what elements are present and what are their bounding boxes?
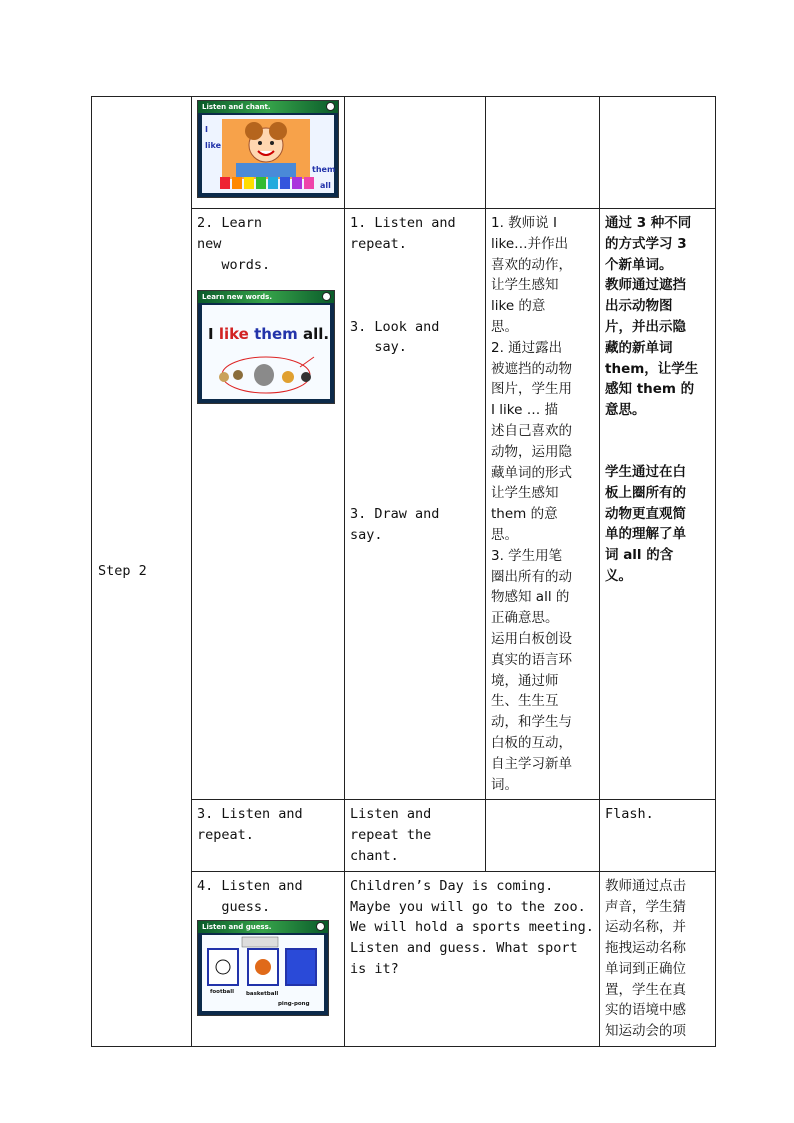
activity-text: 1. Listen and [350, 215, 456, 231]
purpose-text: 置，学生在真 [605, 981, 686, 998]
item-text: words. [197, 256, 271, 273]
teacher-text: 词。 [491, 776, 518, 793]
teacher-text: 动物，运用隐 [491, 443, 572, 460]
purpose-text: them，让学生 [605, 360, 699, 377]
teacher-text: them 的意 [491, 506, 558, 523]
item-text: 3. Listen and [197, 806, 303, 823]
activity-text: Maybe you will go to the zoo. [350, 898, 586, 915]
empty-cell [345, 97, 486, 209]
item-cell [192, 871, 345, 1046]
purpose-text: 通过 3 种不同 [605, 215, 692, 231]
purpose-text: 单的理解了单 [605, 526, 686, 543]
purpose-cell [600, 800, 716, 871]
teacher-text: 运用白板创设 [491, 630, 572, 647]
sentence-word: I [208, 325, 214, 344]
slide-header [198, 291, 334, 303]
purpose-text: 义。 [605, 567, 632, 584]
sentence-word: like [218, 325, 249, 344]
purpose-text: 动物更直观简 [605, 505, 686, 522]
teacher-text: 被遮挡的动物 [491, 360, 572, 377]
slide-header [198, 101, 338, 113]
purpose-text: 板上圈所有的 [605, 484, 686, 501]
teacher-text: 让学生感知 [491, 277, 559, 294]
activity-text: repeat the [350, 827, 432, 844]
teacher-text: 生、生生互 [491, 693, 559, 710]
purpose-text: 教师通过遮挡 [605, 277, 686, 294]
slide-header [198, 921, 328, 933]
sport-label: football [210, 989, 234, 996]
purpose-text: 运动名称，并 [605, 919, 686, 936]
activity-text: is it? [350, 960, 399, 977]
teacher-text: like 的意 [491, 298, 546, 315]
animals-circle-illustration [202, 305, 330, 399]
purpose-text: 意思。 [605, 402, 646, 419]
teacher-text: 藏单词的形式 [491, 464, 572, 481]
teacher-text: 述自己喜欢的 [491, 422, 572, 439]
learn-slide-image [197, 290, 335, 404]
teacher-text: 自主学习新单 [491, 755, 572, 772]
activity-text: 3. Look and [350, 318, 440, 335]
teacher-cell [486, 209, 600, 800]
teacher-text: 1. 教师说 I [491, 215, 557, 231]
purpose-text: 学生通过在白 [605, 463, 686, 480]
activity-text: say. [350, 339, 407, 356]
slide-title: Listen and chant. [202, 103, 271, 111]
teacher-text: 物感知 all 的 [491, 589, 570, 606]
chant-word: all [320, 181, 331, 190]
empty-cell [600, 97, 716, 209]
purpose-text: 拖拽运动名称 [605, 940, 686, 957]
activity-text: Listen and guess. What sport [350, 940, 578, 957]
activity-cell [345, 800, 486, 871]
teacher-text: 真实的语言环 [491, 651, 572, 668]
activity-text: repeat. [350, 235, 407, 252]
purpose-text: 教师通过点击 [605, 877, 686, 894]
soccer-ball-icon [326, 102, 335, 111]
teacher-text: 圈出所有的动 [491, 568, 572, 585]
purpose-text: Flash. [605, 806, 654, 823]
sport-label: basketball [246, 991, 279, 998]
item-cell [192, 800, 345, 871]
purpose-text: 词 all 的含 [605, 547, 674, 564]
teacher-text: 图片，学生用 [491, 381, 572, 398]
teacher-text: 动，和学生与 [491, 714, 572, 731]
purpose-text: 的方式学习 3 [605, 235, 687, 252]
purpose-text: 片，并出示隐 [605, 318, 686, 335]
item-text: repeat. [197, 827, 254, 844]
item-text: guess. [197, 898, 271, 915]
item-cell [192, 209, 345, 800]
activity-cell [345, 209, 486, 800]
purpose-text: 藏的新单词 [605, 339, 673, 356]
purpose-text: 感知 them 的 [605, 381, 695, 398]
slide-board [202, 305, 330, 399]
slide-board [202, 115, 334, 193]
teacher-text: like…并作出 [491, 235, 569, 252]
teacher-text: 白板的互动， [491, 734, 572, 751]
empty-cell [486, 97, 600, 209]
activity-text: say. [350, 526, 383, 543]
purpose-text: 知运动会的项 [605, 1023, 686, 1040]
teacher-text: 让学生感知 [491, 485, 559, 502]
girl-xylophone-illustration [202, 115, 334, 193]
teacher-text: 喜欢的动作， [491, 256, 572, 273]
sport-label: ping-pong [278, 1001, 310, 1008]
purpose-cell [600, 209, 716, 800]
step-cell [92, 97, 192, 1047]
chant-word: I [205, 125, 208, 134]
purpose-text: 声音，学生猜 [605, 898, 686, 915]
teacher-text: 3. 学生用笔 [491, 547, 563, 564]
teacher-text: 正确意思。 [491, 610, 559, 627]
empty-cell [486, 800, 600, 871]
activity-text: Listen and [350, 806, 432, 823]
purpose-text: 实的语境中感 [605, 1002, 686, 1019]
teacher-text: I like … 描 [491, 402, 558, 419]
item-text: 4. Listen and [197, 877, 303, 894]
slide-title: Listen and guess. [202, 923, 272, 932]
slide-board [202, 935, 324, 1011]
chant-slide-cell [192, 97, 345, 209]
guess-slide-image [197, 920, 329, 1016]
purpose-cell [600, 871, 716, 1046]
activity-cell [345, 871, 600, 1046]
slide-title: Learn new words. [202, 293, 273, 302]
table-row [92, 97, 716, 209]
activity-text: chant. [350, 847, 399, 864]
chant-word: like [205, 141, 222, 150]
sentence-word: them [254, 325, 298, 344]
sports-cards-illustration [202, 935, 324, 1011]
purpose-text: 单词到正确位 [605, 960, 686, 977]
chant-slide-image [197, 100, 339, 198]
activity-text: Children’s Day is coming. [350, 877, 554, 894]
activity-text: 3. Draw and [350, 506, 440, 523]
chant-word: them [312, 165, 336, 174]
activity-text: We will hold a sports meeting. [350, 919, 594, 936]
teacher-text: 境，通过师 [491, 672, 559, 689]
sentence-word: all. [302, 325, 330, 344]
lesson-plan-table [91, 96, 716, 1047]
purpose-text: 出示动物图 [605, 298, 673, 315]
teacher-text: 思。 [491, 318, 518, 335]
step-label: Step 2 [98, 563, 147, 580]
purpose-text: 个新单词。 [605, 256, 673, 273]
teacher-text: 2. 通过露出 [491, 339, 563, 356]
item-text: 2. Learn new [197, 215, 319, 252]
teacher-text: 思。 [491, 526, 518, 543]
